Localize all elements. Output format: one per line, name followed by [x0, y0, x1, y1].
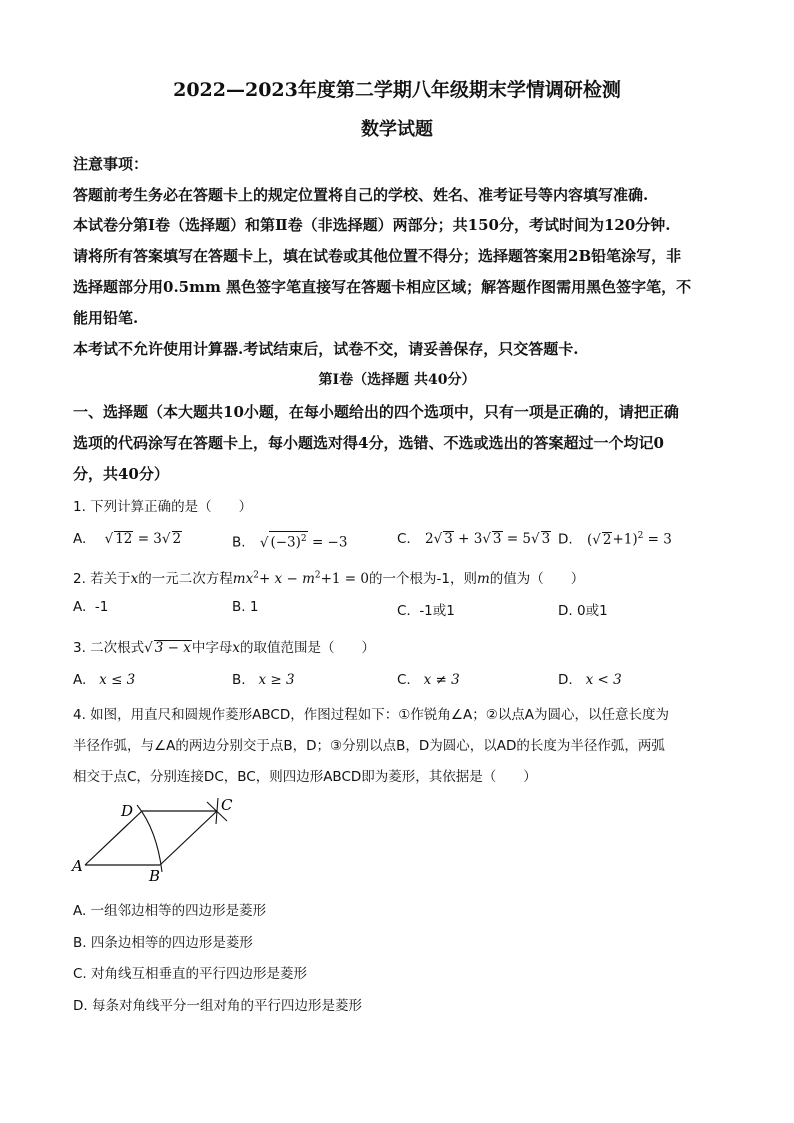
- notes-line-4: 选择题部分用0.5mm 黑色签字笔直接写在答题卡相应区域；解答题作图需用黑色签字笔，不: [73, 278, 692, 296]
- side-ad: [85, 811, 142, 865]
- q1-c-eq: = 5: [506, 531, 532, 547]
- q3-option-b-label: B.: [232, 672, 246, 688]
- q2-option-d-text: 0或1: [576, 603, 608, 619]
- q1-option-a-label: A.: [73, 531, 87, 547]
- q1-stem: 1. 下列计算正确的是（ ）: [73, 499, 253, 515]
- q4-option-d: D. 每条对角线平分一组对角的平行四边形是菱形: [73, 998, 362, 1014]
- q2-option-a: [73, 599, 108, 615]
- q2-stem-tail: 的值为（ ）: [489, 571, 585, 587]
- q1-c-radicand-2: 3: [492, 531, 502, 547]
- q2-stem-m: m: [476, 571, 490, 587]
- q2-equation-end: +1 = 0: [320, 571, 369, 587]
- q1-d-exponent: 2: [637, 531, 644, 541]
- q1-option-c-label: C.: [397, 531, 411, 547]
- notes-line-6: 本考试不允许使用计算器.考试结束后，试卷不交，请妥善保存，只交答题卡.: [73, 340, 579, 358]
- q3-radicand: 3 − x: [154, 640, 191, 656]
- q2-option-b-text: 1: [249, 599, 259, 615]
- q4-option-c: C. 对角线互相垂直的平行四边形是菱形: [73, 966, 308, 982]
- q4-option-a: A. 一组邻边相等的四边形是菱形: [73, 903, 267, 919]
- notes-line-1: 答题前考生务必在答题卡上的规定位置将自己的学校、姓名、准考证号等内容填写准确.: [73, 186, 649, 204]
- q2-stem-post: 的一个根为-1，则: [369, 571, 477, 587]
- notes-line-2: 本试卷分第Ⅰ卷（选择题）和第Ⅱ卷（非选择题）两部分；共150分，考试时间为120分钟.: [73, 216, 671, 234]
- notes-line-5: 能用铅笔.: [73, 309, 139, 327]
- q3-stem: 3. 二次根式√ 3 − x中字母x的取值范围是（ ）: [73, 640, 376, 656]
- q1-d-mid: +1): [612, 531, 638, 548]
- q2-option-a-label: A.: [73, 599, 87, 615]
- q1-a-rhs: = 3: [137, 531, 162, 547]
- q2-option-b: [232, 599, 258, 615]
- q1-option-d: D. (√ 2+1)$^2$ = 3: [558, 531, 672, 548]
- q2-equation-exp-1: 2: [253, 570, 259, 581]
- label-b: B: [149, 867, 161, 885]
- q1-c-coef: 2: [425, 531, 434, 547]
- q3-option-a-label: A.: [73, 672, 87, 688]
- q2-stem-pre: 2. 若关于: [73, 571, 131, 587]
- q4-option-b: B. 四条边相等的四边形是菱形: [73, 935, 253, 951]
- section-1-instructions-3: 分，共40分）: [73, 465, 169, 483]
- label-c: C: [221, 796, 233, 814]
- q2-equation-exp-2: 2: [314, 570, 321, 581]
- q1-a-radicand: 12: [115, 531, 133, 547]
- q2-option-c-label: C.: [397, 603, 411, 619]
- q1-d-rhs: = 3: [647, 531, 672, 548]
- q2-equation-mid: + x − m: [258, 571, 315, 587]
- notes-heading: 注意事项：: [73, 155, 149, 173]
- q2-option-d-label: D.: [558, 603, 573, 619]
- q1-option-c: C. 2√ 3 + 3√ 3 = 5√ 3: [397, 531, 551, 547]
- q2-equation-mx: mx: [232, 571, 254, 587]
- q2-stem-x: x: [130, 571, 139, 587]
- section-1-instructions-2: 选项的代码涂写在答题卡上，每小题选对得4分，选错、不选或选出的答案超过一个均记0: [73, 434, 664, 452]
- q1-c-plus: + 3: [458, 531, 483, 547]
- label-a: A: [72, 857, 83, 875]
- rhombus-construction-figure: [65, 790, 255, 885]
- q2-stem: [73, 567, 584, 587]
- q3-option-c-label: C.: [397, 672, 411, 688]
- q3-stem-post: 的取值范围是（ ）: [240, 640, 376, 656]
- arc-bd: [137, 805, 162, 872]
- q2-option-c: [397, 599, 455, 619]
- section-1-title: 第Ⅰ卷（选择题 共40分）: [318, 372, 476, 388]
- q1-b-rhs: = −3: [311, 534, 348, 551]
- notes-line-3: 请将所有答案填写在答题卡上，填在试卷或其他位置不得分；选择题答案用2B铅笔涂写，非: [73, 247, 682, 265]
- q3-stem-mid: 中字母: [191, 640, 233, 656]
- q2-option-b-label: B.: [232, 599, 246, 615]
- q1-c-radicand-1: 3: [444, 531, 453, 547]
- q2-option-d: [558, 599, 608, 619]
- q1-d-open: (: [586, 531, 593, 548]
- section-1-instructions-1: 一、选择题（本大题共10小题，在每小题给出的四个选项中，只有一项是正确的，请把正确: [73, 403, 679, 421]
- q3-option-d-label: D.: [558, 672, 573, 688]
- q3-option-c: [397, 672, 460, 688]
- q1-option-d-label: D.: [558, 531, 573, 548]
- q2-stem-mid: 的一元二次方程: [138, 571, 233, 587]
- q3-option-a-text: x ≤ 3: [99, 672, 136, 688]
- q1-c-radicand-3: 3: [541, 531, 551, 547]
- q1-b-radicand: (−3): [270, 534, 301, 551]
- q1-a-radicand-2: 2: [172, 531, 182, 547]
- q1-option-b: B. √ $(-3)^2 = -3$: [232, 531, 347, 551]
- q3-stem-pre: 3. 二次根式: [73, 640, 145, 656]
- q1-b-exponent: 2: [300, 534, 307, 544]
- exam-title: 2022—2023年度第二学期八年级期末学情调研检测: [173, 79, 621, 101]
- q3-option-b-text: x ≥ 3: [258, 672, 295, 688]
- q2-option-a-text: -1: [94, 599, 109, 615]
- q1-option-a: A. √ 12 = 3√ 2: [73, 531, 182, 547]
- side-bc: [160, 811, 217, 865]
- q4-stem-line-1: 4. 如图，用直尺和圆规作菱形ABCD，作图过程如下：①作锐角∠A；②以点A为圆心，以任意长度为: [73, 707, 670, 723]
- label-d: D: [121, 802, 134, 820]
- q1-d-radicand: 2: [602, 531, 612, 548]
- exam-subtitle: 数学试题: [361, 119, 433, 140]
- q3-option-d-text: x < 3: [585, 672, 622, 688]
- q1-option-b-label: B.: [232, 534, 246, 551]
- q3-option-b: [232, 672, 295, 688]
- q3-stem-x: x: [232, 640, 241, 656]
- q3-option-c-text: x ≠ 3: [423, 672, 460, 688]
- q3-option-d: [558, 672, 622, 688]
- q4-stem-line-2: 半径作弧，与∠A的两边分别交于点B，D；③分别以点B，D为圆心，以AD的长度为半径作弧，两弧: [73, 738, 665, 754]
- q4-stem-line-3: 相交于点C，分别连接DC，BC，则四边形ABCD即为菱形，其依据是（ ）: [73, 769, 537, 785]
- q2-option-c-text: -1或1: [419, 603, 455, 619]
- q3-option-a: [73, 672, 135, 688]
